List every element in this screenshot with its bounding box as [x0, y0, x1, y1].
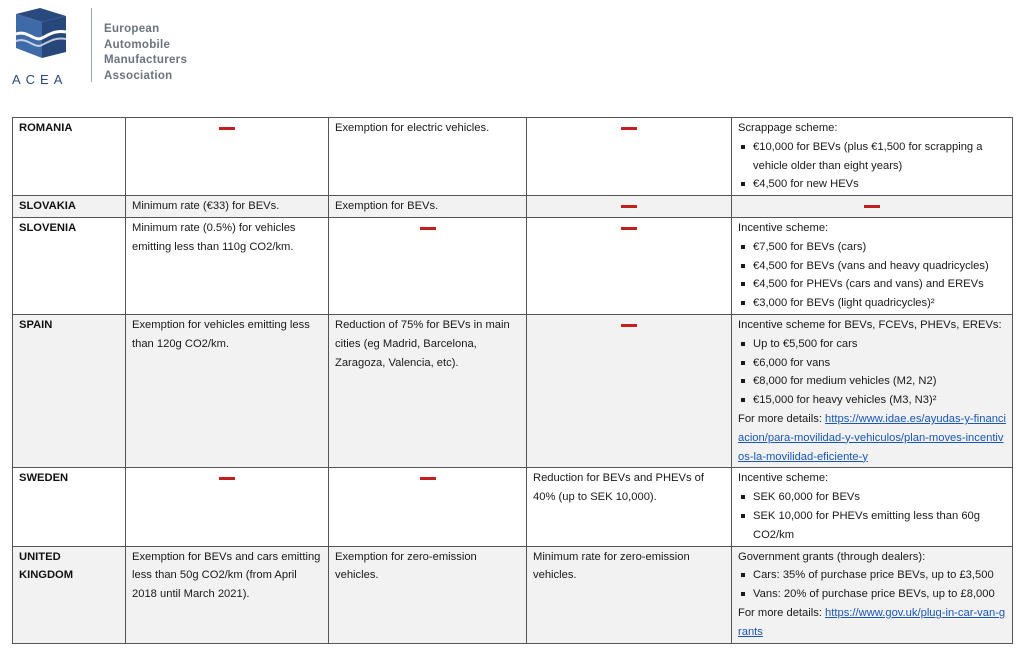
bullet-list	[738, 138, 1006, 194]
country-line: KINGDOM	[19, 569, 74, 582]
cell-text: Incentive scheme:	[738, 221, 829, 234]
acea-logo-icon	[10, 8, 72, 62]
bullet-list	[738, 335, 1006, 410]
bullet-list	[738, 566, 1006, 604]
dash-icon	[420, 227, 436, 230]
table-row-united-kingdom	[13, 546, 1013, 643]
dash-icon	[621, 324, 637, 327]
dash-icon	[864, 205, 880, 208]
org-name-line: Automobile	[104, 38, 171, 51]
header	[10, 8, 310, 87]
incentive-cell	[732, 468, 1013, 546]
table-row-slovenia	[13, 217, 1013, 314]
not-applicable-cell	[732, 196, 1013, 218]
cell-text: Exemption for vehicles emitting less than 120g CO2/km.	[126, 314, 329, 467]
not-applicable-cell	[527, 314, 732, 467]
table-row-spain	[13, 314, 1013, 467]
cell-text: Reduction of 75% for BEVs in main cities (eg Madrid, Barcelona, Zaragoza, Valencia, etc).	[329, 314, 527, 467]
table-row-sweden	[13, 468, 1013, 546]
dash-icon	[420, 477, 436, 480]
more-details-link[interactable]: https://www.idae.es/ayudas-y-financiacion/para-movilidad-y-vehiculos/plan-moves-incentivos-la-movilidad-eficiente-y	[738, 412, 1006, 463]
org-name-line: Association	[104, 69, 173, 82]
cell-text: Government grants (through dealers):	[738, 550, 926, 563]
organization-name	[104, 22, 187, 84]
table-row-slovakia	[13, 196, 1013, 218]
more-details-label: For more details:	[738, 606, 826, 619]
cell-text: Minimum rate for zero-emission vehicles.	[527, 546, 732, 643]
bullet-list	[738, 488, 1006, 544]
bullet-list	[738, 238, 1006, 313]
list-item: €15,000 for heavy vehicles (M3, N3)²	[738, 391, 1006, 410]
not-applicable-cell	[126, 118, 329, 196]
list-item: €7,500 for BEVs (cars)	[738, 238, 1006, 257]
cell-text: Scrappage scheme:	[738, 122, 838, 134]
list-item: SEK 60,000 for BEVs	[738, 488, 1006, 507]
country-cell	[13, 546, 126, 643]
org-name-line: European	[104, 23, 160, 35]
list-item: Up to €5,500 for cars	[738, 335, 1006, 354]
incentive-cell	[732, 217, 1013, 314]
not-applicable-cell	[527, 118, 732, 196]
dash-icon	[621, 127, 637, 130]
more-details-link[interactable]: https://www.gov.uk/plug-in-car-van-grants	[738, 606, 1006, 638]
country-cell: SPAIN	[13, 314, 126, 467]
list-item: €4,500 for BEVs (vans and heavy quadricycles)	[738, 257, 1006, 276]
logo-divider	[91, 8, 92, 82]
country-cell: SLOVENIA	[13, 217, 126, 314]
country-cell: SLOVAKIA	[13, 196, 126, 218]
incentives-table	[12, 117, 1013, 644]
more-details-label: For more details:	[738, 412, 826, 425]
country-cell: ROMANIA	[13, 118, 126, 196]
list-item: Cars: 35% of purchase price BEVs, up to £3,500	[738, 566, 1006, 585]
list-item: €8,000 for medium vehicles (M2, N2)	[738, 372, 1006, 391]
not-applicable-cell	[527, 217, 732, 314]
cell-text: Exemption for BEVs and cars emitting less than 50g CO2/km (from April 2018 until March 2021).	[126, 546, 329, 643]
logo-acronym: ACEA	[12, 72, 68, 87]
org-name-line: Manufacturers	[104, 54, 188, 66]
incentive-cell	[732, 546, 1013, 643]
dash-icon	[219, 127, 235, 130]
not-applicable-cell	[527, 196, 732, 218]
cell-text: Incentive scheme:	[738, 472, 829, 485]
not-applicable-cell	[329, 468, 527, 546]
dash-icon	[621, 205, 637, 208]
cell-text: Incentive scheme for BEVs, FCEVs, PHEVs, EREVs:	[738, 318, 1002, 331]
list-item: SEK 10,000 for PHEVs emitting less than 60g CO2/km	[738, 507, 1006, 545]
dash-icon	[219, 477, 235, 480]
list-item: Vans: 20% of purchase price BEVs, up to £8,000	[738, 585, 1006, 604]
cell-text: Exemption for zero-emission vehicles.	[329, 546, 527, 643]
list-item: €3,000 for BEVs (light quadricycles)²	[738, 294, 1006, 313]
not-applicable-cell	[126, 468, 329, 546]
cell-text: Reduction for BEVs and PHEVs of 40% (up to SEK 10,000).	[527, 468, 732, 546]
list-item: €10,000 for BEVs (plus €1,500 for scrapping a vehicle older than eight years)	[738, 138, 1006, 176]
incentive-cell	[732, 314, 1013, 467]
cell-text: Minimum rate (0.5%) for vehicles emitting less than 110g CO2/km.	[126, 217, 329, 314]
country-line: UNITED	[19, 550, 61, 563]
dash-icon	[621, 227, 637, 230]
table-row-romania	[13, 118, 1013, 196]
list-item: €6,000 for vans	[738, 354, 1006, 373]
list-item: €4,500 for new HEVs	[738, 175, 1006, 194]
cell-text: Minimum rate (€33) for BEVs.	[126, 196, 329, 218]
incentive-cell	[732, 118, 1013, 196]
cell-text: Exemption for BEVs.	[329, 196, 527, 218]
cell-text: Exemption for electric vehicles.	[329, 118, 527, 196]
not-applicable-cell	[329, 217, 527, 314]
list-item: €4,500 for PHEVs (cars and vans) and EREVs	[738, 275, 1006, 294]
country-cell: SWEDEN	[13, 468, 126, 546]
